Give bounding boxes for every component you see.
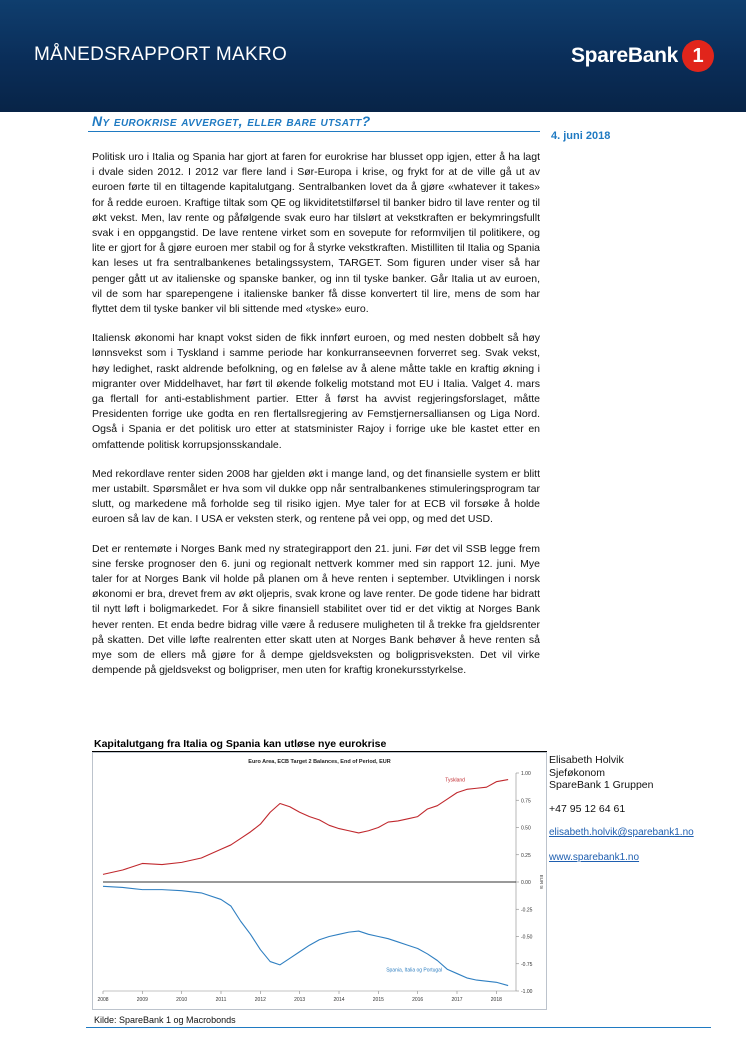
report-header xyxy=(0,0,746,112)
series-line-spania-italia-portugal xyxy=(103,886,508,985)
paragraph: Det er rentemøte i Norges Bank med ny strategirapport den 21. juni. Før det vil SSB legge frem sine ferske prognoser den 6. juni og regionalt nettverk kommer med sin rapport 12. juni. Mye taler for at Norges Bank vil holde på planen om å heve renten i september. Utviklingen i norsk økonomi er bra, drevet frem av økt oljepris, svak krone og lave renter. De gode tidene har bidratt til nytt løft i boligmarkedet. For å sikre finansiell stabilitet over tid er det viktig at Norges Bank hever renten. Et enda bedre bidrag ville være å redusere muligheten til å trekke fra gjeldsrenter på skatten. Det ville løfte realrenten etter skatt uten at Norges Bank behøver å heve renten så mye som de ellers må gjøre for å dempe gjeldsveksten og boligprisveksten. Det vil virke dempende på gjeldsvekst og boligpriser, men uten for kraftig kronekursstyrkelse. xyxy=(92,542,540,677)
y-tick-label: 0.50 xyxy=(521,825,531,832)
x-tick-label: 2010 xyxy=(176,997,188,1003)
article-body xyxy=(92,150,540,693)
x-tick-label: 2018 xyxy=(490,997,502,1003)
target2-chart xyxy=(93,753,546,1009)
x-tick-label: 2017 xyxy=(451,997,463,1003)
y-axis-label: EUR tn xyxy=(539,874,544,890)
annotation-spania-italia-portugal: Spania, Italia og Portugal xyxy=(386,967,443,974)
author-name: Elisabeth Holvik xyxy=(549,754,624,766)
x-tick-label: 2008 xyxy=(97,997,109,1003)
y-tick-label: -0.75 xyxy=(521,961,533,968)
annotation-tyskland: Tyskland xyxy=(445,777,465,784)
author-title: Sjeføkonom xyxy=(549,766,606,779)
author-phone: +47 95 12 64 61 xyxy=(549,802,626,815)
x-tick-label: 2009 xyxy=(136,997,148,1003)
x-tick-label: 2015 xyxy=(372,997,384,1003)
article-date: 4. juni 2018 xyxy=(551,130,611,142)
author-email-link[interactable]: elisabeth.holvik@sparebank1.no xyxy=(549,827,694,838)
author-contact xyxy=(549,754,729,864)
x-tick-label: 2014 xyxy=(333,997,345,1003)
y-tick-label: -1.00 xyxy=(521,989,533,995)
chart-frame xyxy=(92,752,547,1010)
footer-divider xyxy=(86,1027,711,1028)
author-org: SpareBank 1 Gruppen xyxy=(549,779,654,791)
y-tick-label: -0.25 xyxy=(521,907,533,914)
y-tick-label: 0.75 xyxy=(521,798,531,805)
x-tick-label: 2013 xyxy=(294,997,306,1003)
chart-title: Euro Area, ECB Target 2 Balances, End of Period, EUR xyxy=(248,759,391,765)
brand-name: SpareBank xyxy=(570,44,678,67)
brand-number-badge: 1 xyxy=(682,40,714,72)
y-tick-label: 1.00 xyxy=(521,771,531,777)
x-tick-label: 2016 xyxy=(412,997,424,1003)
article-headline: Ny eurokrise avverget, eller bare utsatt? xyxy=(92,113,371,129)
y-tick-label: 0.00 xyxy=(521,880,531,886)
figure-caption: Kapitalutgang fra Italia og Spania kan utløse nye eurokrise xyxy=(94,738,387,750)
y-tick-label: 0.25 xyxy=(521,852,531,859)
series-line-tyskland xyxy=(103,777,508,875)
figure-source: Kilde: SpareBank 1 og Macrobonds xyxy=(94,1015,236,1025)
paragraph: Italiensk økonomi har knapt vokst siden de fikk innført euroen, og med nesten dobbelt så høy lønnsvekst som i Tyskland i samme periode har konkurranseevnen forverret seg. Svak vekst, høy ledighet, raskt aldrende befolkning, og en følelse av å alene måtte takle en kraftig økning i migranter over Middelhavet, har ført til økende folkelig motstand mot EU i Italia. Valget 4. mars ga flertall for anti-establishment partier. Etter å først ha avvist regjeringsforslaget, måtte Presidenten forrige uke godta en ren flertallsregjering av Femstjernersalliansen og Liga Nord. Også i Spania er det politisk uro etter at statsminister Rajoy i forrige uke ble kastet etter en omfattende politisk korrupsjonsskandale. xyxy=(92,332,540,451)
x-tick-label: 2011 xyxy=(215,997,227,1003)
report-title: MÅNEDSRAPPORT MAKRO xyxy=(34,44,288,65)
x-tick-label: 2012 xyxy=(254,997,266,1003)
headline-divider xyxy=(88,131,540,132)
paragraph: Politisk uro i Italia og Spania har gjort at faren for eurokrise har blusset opp igjen, etter å ha lagt i dvale siden 2012. I 2012 var flere land i Sør-Europa i krise, og frykt for at de ville gå ut av euroen førte til en tiltagende kapitalutgang. Sentralbanken lovet da å gjøre «whatever it takes» for å redde euroen. Kraftige tiltak som QE og likviditetstilførsel til banker bidro til lave renter og til økt vekst. Men, lav rente og påfølgende svak euro har tilslørt at vekstkraften er bekymringsfullt svak i en oppgangstid. De lave rentene virket som en sovepute for reformviljen til politikere, og lite er gjort for å gjøre euroen mer stabil og for å styrke vekstkraften. Mistilliten til Italia og Spania kan leses ut fra sentralbankenes betalingssystem, TARGET. Som figuren under viser så har penger gått ut av italienske og spanske banker, og inn til tyske banker. Går Italia ut av euroen, vil de som har sparepengene i italienske banker få disse konvertert til lire, mens de som har flyttet dem til tyske banker vil bli sittende med «tyske» euro. xyxy=(92,151,540,316)
website-link[interactable]: www.sparebank1.no xyxy=(549,851,640,863)
paragraph: Med rekordlave renter siden 2008 har gjelden økt i mange land, og det finansielle system er blitt mer ustabilt. Spørsmålet er hva som vil dukke opp når sentralbankenes stimuleringsprogram tar slutt, og markedene må forholde seg til risiko igjen. Mye taler for at ECB vil forsøke å holde euroen så lav de kan. I USA er veksten sterk, og rentene på vei opp, og med det USD. xyxy=(92,467,540,526)
y-tick-label: -0.50 xyxy=(521,934,533,941)
brand-logo xyxy=(571,40,714,72)
